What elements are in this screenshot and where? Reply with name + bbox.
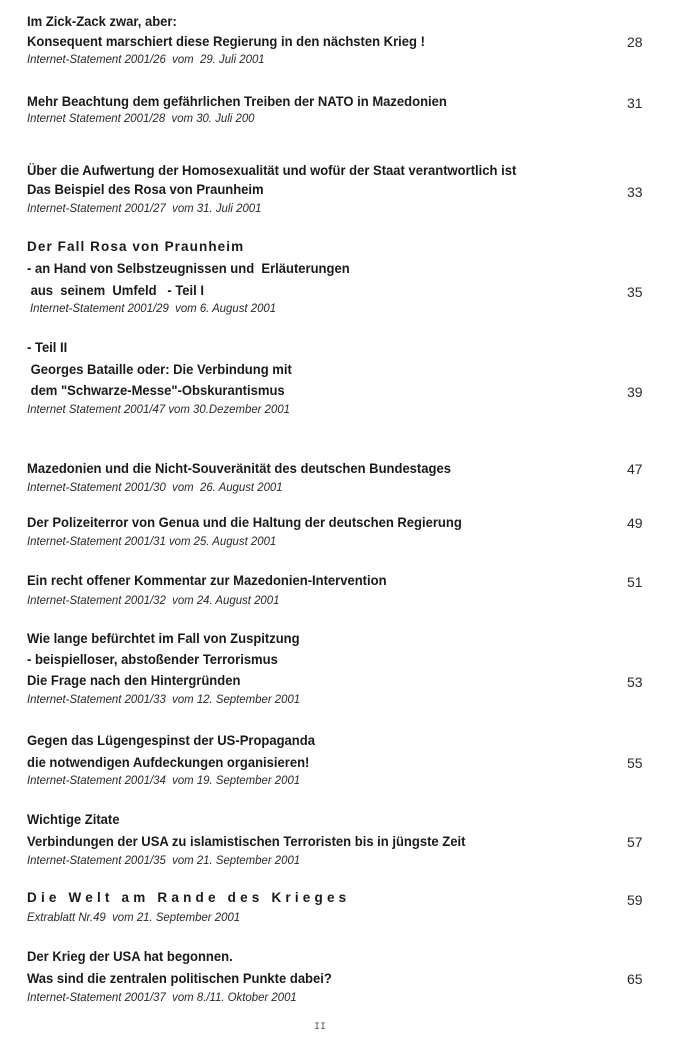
entry-title-line: Der Krieg der USA hat begonnen. [27, 948, 233, 964]
entry-source: Internet-Statement 2001/37 vom 8./11. Oktober 2001 [27, 990, 297, 1004]
entry-title-line: Georges Bataille oder: Die Verbindung mit [27, 361, 292, 377]
entry-title-line: Was sind die zentralen politischen Punkte dabei? [27, 970, 332, 986]
entry-source: Internet-Statement 2001/33 vom 12. September 2001 [27, 692, 301, 706]
page-number: 35 [627, 284, 643, 300]
entry-title-line: - an Hand von Selbstzeugnissen und Erläuterungen [27, 260, 350, 276]
entry-title-line: Der Fall Rosa von Praunheim [27, 239, 245, 254]
entry-source: Internet-Statement 2001/32 vom 24. August 2001 [27, 593, 280, 607]
entry-title-line: Verbindungen der USA zu islamistischen Terroristen bis in jüngste Zeit [27, 833, 466, 849]
entry-source: Internet-Statement 2001/27 vom 31. Juli 2001 [27, 201, 262, 215]
page-number: 47 [627, 461, 643, 477]
page-number: 39 [627, 384, 643, 400]
page-number: 33 [627, 184, 643, 200]
entry-source: Internet-Statement 2001/31 vom 25. August 2001 [27, 534, 277, 548]
entry-title-line: Über die Aufwertung der Homosexualität und wofür der Staat verantwortlich ist [27, 162, 517, 178]
entry-title-line: Das Beispiel des Rosa von Praunheim [27, 181, 264, 197]
entry-title-line: dem "Schwarze-Messe"-Obskurantismus [27, 382, 285, 398]
entry-source: Internet-Statement 2001/30 vom 26. August 2001 [27, 480, 283, 494]
entry-title-line: Gegen das Lügengespinst der US-Propaganda [27, 732, 315, 748]
entry-title-line: Mazedonien und die Nicht-Souveränität des deutschen Bundestages [27, 460, 451, 476]
page-number: 53 [627, 674, 643, 690]
entry-title-line: Wichtige Zitate [27, 811, 120, 827]
entry-source: Internet Statement 2001/28 vom 30. Juli 200 [27, 111, 255, 125]
entry-source: Extrablatt Nr.49 vom 21. September 2001 [27, 910, 241, 924]
footer-page-label: II [314, 1022, 327, 1033]
entry-source: Internet-Statement 2001/29 vom 6. August 2001 [30, 301, 277, 315]
entry-source: Internet-Statement 2001/26 vom 29. Juli 2001 [27, 52, 265, 66]
entry-title-line: Der Polizeiterror von Genua und die Haltung der deutschen Regierung [27, 514, 462, 530]
entry-title-line: die notwendigen Aufdeckungen organisieren! [27, 754, 310, 770]
page-number: 57 [627, 834, 643, 850]
page-number: 49 [627, 515, 643, 531]
page-number: 51 [627, 574, 643, 590]
page-number: 65 [627, 971, 643, 987]
entry-source: Internet-Statement 2001/35 vom 21. September 2001 [27, 853, 301, 867]
entry-source: Internet Statement 2001/47 vom 30.Dezember 2001 [27, 402, 291, 416]
entry-source: Internet-Statement 2001/34 vom 19. September 2001 [27, 773, 301, 787]
entry-title-line: Die Frage nach den Hintergründen [27, 672, 241, 688]
entry-title-line: - beispielloser, abstoßender Terrorismus [27, 651, 278, 667]
entry-title-line: Mehr Beachtung dem gefährlichen Treiben der NATO in Mazedonien [27, 93, 447, 109]
page-number: 31 [627, 95, 643, 111]
page-number: 59 [627, 892, 643, 908]
page-number: 55 [627, 755, 643, 771]
entry-title-line: Ein recht offener Kommentar zur Mazedonien-Intervention [27, 572, 387, 588]
entry-title-line: Konsequent marschiert diese Regierung in den nächsten Krieg ! [27, 33, 425, 49]
entry-title-line: Wie lange befürchtet im Fall von Zuspitzung [27, 630, 300, 646]
page-number: 28 [627, 34, 643, 50]
entry-title-line: Die Welt am Rande des Krieges [27, 890, 351, 905]
entry-title-line: Im Zick-Zack zwar, aber: [27, 13, 177, 29]
entry-title-line: aus seinem Umfeld - Teil I [27, 282, 205, 298]
entry-title-line: - Teil II [27, 339, 68, 355]
